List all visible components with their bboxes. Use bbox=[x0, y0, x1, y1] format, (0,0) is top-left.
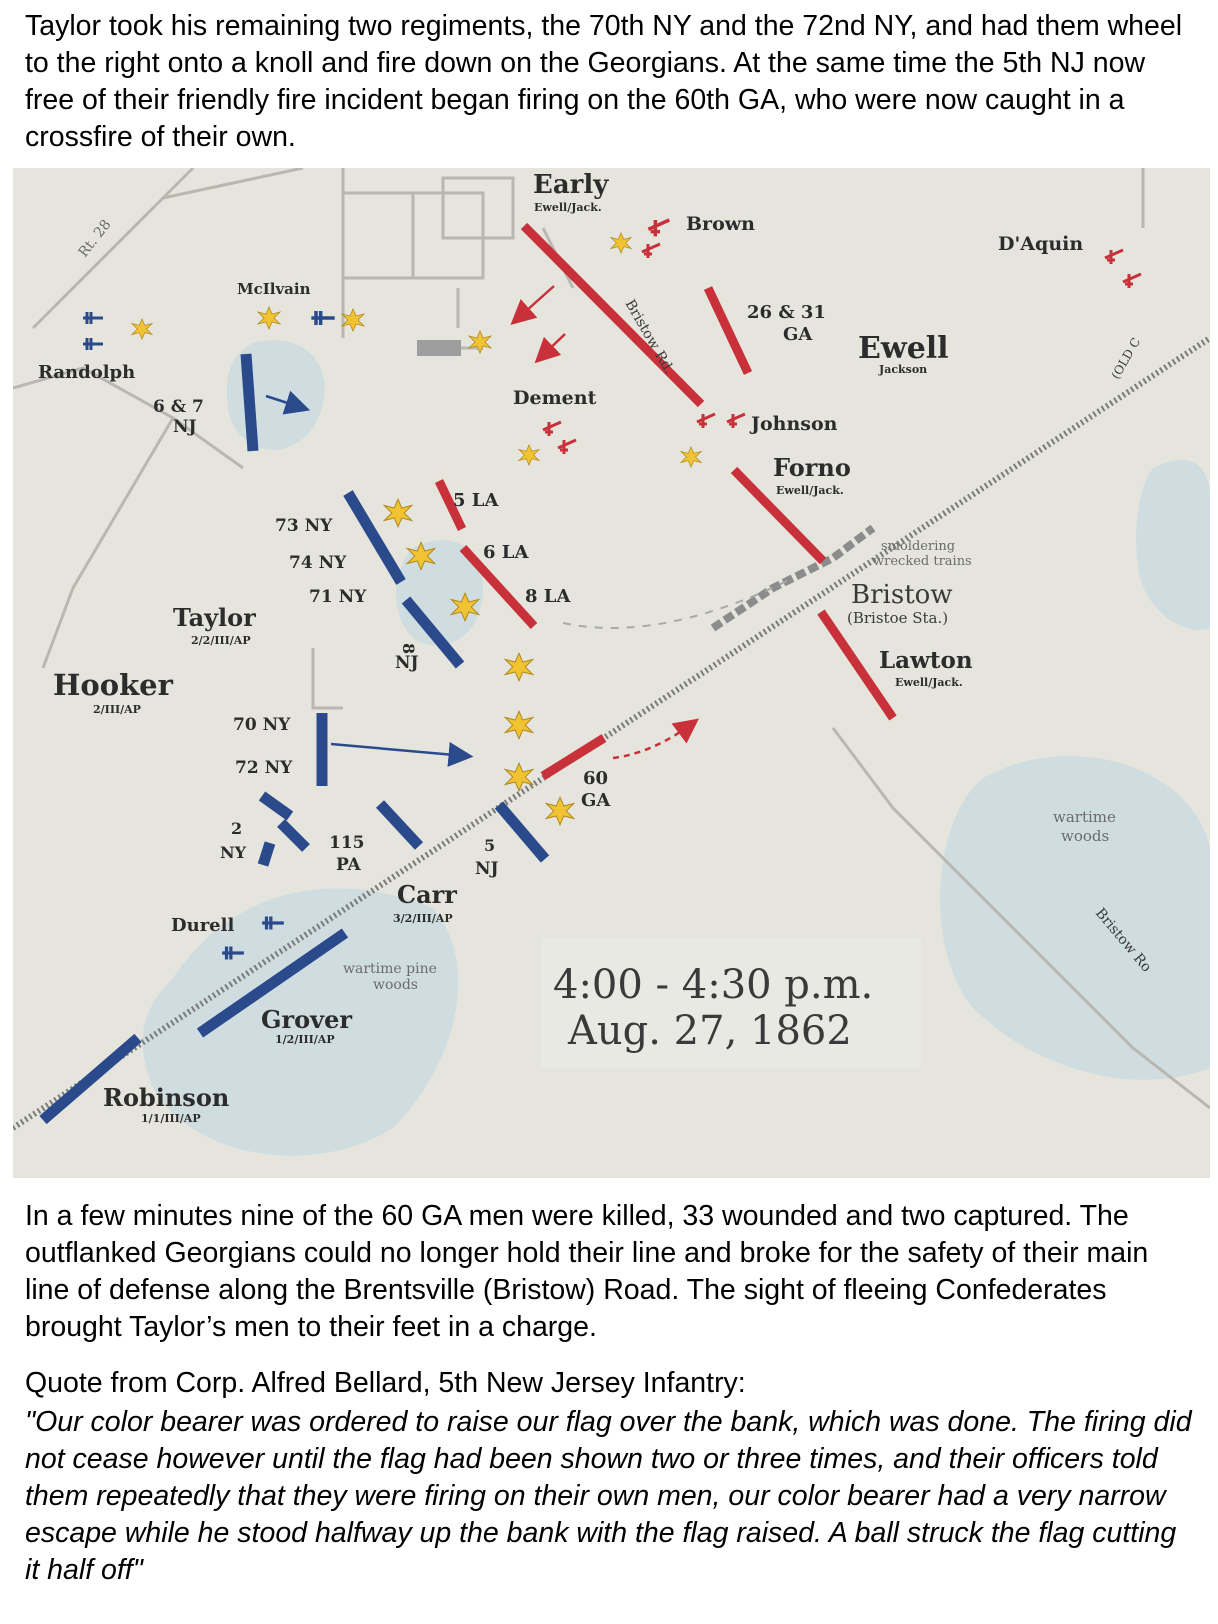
forno-sub-label: Ewell/Jack. bbox=[776, 484, 844, 497]
bristoe-sta-label: (Bristoe Sta.) bbox=[847, 609, 949, 627]
johnson-label: Johnson bbox=[751, 413, 838, 435]
date-label: Aug. 27, 1862 bbox=[568, 1008, 852, 1054]
woods-label: woods bbox=[1061, 827, 1110, 845]
quote-heading: Quote from Corp. Alfred Bellard, 5th New Jersey Infantry: bbox=[25, 1367, 746, 1399]
early-sub-label: Ewell/Jack. bbox=[534, 201, 602, 214]
quote-text: "Our color bearer was ordered to raise our flag over the bank, which was done. The firing did not cease however until the flag had been shown two or three times, and their officers told them repeatedly that they were firing on their own men, our color bearer had a very narrow escape while he stood halfway up the bank with the flag raised. A ball struck the flag cutting it half off" bbox=[25, 1406, 1192, 1586]
brown-label: Brown bbox=[686, 213, 755, 235]
dement-label: Dement bbox=[513, 387, 597, 409]
randolph-label: Randolph bbox=[38, 362, 136, 383]
early-label: Early bbox=[533, 170, 609, 200]
taylor-label: Taylor bbox=[173, 603, 256, 632]
hooker-sub-label: 2/III/AP bbox=[93, 703, 141, 716]
hooker-label: Hooker bbox=[53, 668, 173, 702]
nj5-nj-label: NJ bbox=[475, 859, 499, 879]
la6-label: 6 LA bbox=[483, 542, 529, 563]
daquin-label: D'Aquin bbox=[998, 233, 1084, 255]
nj67-label: 6 & 7 bbox=[153, 397, 204, 417]
robinson-label: Robinson bbox=[103, 1083, 230, 1112]
wartime-pine-woods-label: woods bbox=[373, 977, 418, 993]
ga60-ga-label: GA bbox=[581, 790, 611, 811]
grover-label: Grover bbox=[261, 1005, 353, 1034]
aftermath-paragraph: In a few minutes nine of the 60 GA men were killed, 33 wounded and two captured. The outflanked Georgians could no longer hold their line and broke for the safety of their main line of defense along the Brentsville (Bristow) Road. The sight of fleeing Confederates brought Taylor’s men to their feet in a charge. bbox=[25, 1200, 1149, 1343]
u26-31-ga-label: GA bbox=[783, 324, 813, 345]
ewell-label: Ewell bbox=[858, 331, 949, 366]
carr-sub-label: 3/2/III/AP bbox=[393, 912, 453, 925]
nj67-nj-label: NJ bbox=[173, 417, 197, 437]
rt28-label: Rt. 28 bbox=[75, 216, 115, 261]
taylor-sub-label: 2/2/III/AP bbox=[191, 634, 251, 647]
wartime-label: wartime bbox=[1053, 808, 1116, 826]
ny72-label: 72 NY bbox=[235, 758, 293, 778]
wrecked-trains-label: wrecked trains bbox=[873, 554, 972, 569]
farm-building bbox=[417, 340, 461, 356]
nj8-number-label: 8 bbox=[399, 643, 418, 655]
mcilvain-label: McIlvain bbox=[237, 280, 311, 298]
ga60-number-label: 60 bbox=[583, 768, 609, 789]
grover-sub-label: 1/2/III/AP bbox=[275, 1033, 335, 1046]
la5-label: 5 LA bbox=[453, 490, 499, 511]
robinson-sub-label: 1/1/III/AP bbox=[141, 1112, 201, 1125]
bristow-rd-label: Bristow Rd. bbox=[621, 297, 677, 377]
u26-31-label: 26 & 31 bbox=[747, 302, 826, 323]
lawton-sub-label: Ewell/Jack. bbox=[895, 676, 963, 689]
ny70-label: 70 NY bbox=[233, 715, 291, 735]
ny2-ny-label: NY bbox=[220, 843, 247, 862]
ny74-label: 74 NY bbox=[289, 553, 347, 573]
smoldering-label: smoldering bbox=[881, 539, 956, 554]
forno-label: Forno bbox=[773, 453, 851, 482]
wartime-pine-label: wartime pine bbox=[343, 961, 437, 977]
la8-label: 8 LA bbox=[525, 586, 571, 607]
old-c-label: (OLD C bbox=[1108, 335, 1144, 382]
bristow-label: Bristow bbox=[851, 580, 953, 610]
pa115-number-label: 115 bbox=[329, 833, 365, 853]
nj5-number-label: 5 bbox=[484, 836, 496, 855]
ewell-sub-label: Jackson bbox=[879, 363, 928, 376]
pa115-pa-label: PA bbox=[336, 855, 361, 875]
nj8-nj-label: NJ bbox=[395, 653, 419, 673]
ny2-number-label: 2 bbox=[231, 819, 243, 838]
time-label: 4:00 - 4:30 p.m. bbox=[553, 962, 874, 1008]
intro-paragraph: Taylor took his remaining two regiments, the 70th NY and the 72nd NY, and had them wheel to the right onto a knoll and fire down on the Georgians. At the same time the 5th NJ now free of their friendly fire incident began firing on the 60th GA, who were now caught in a crossfire of their own. bbox=[25, 10, 1183, 153]
bristow-ro-label: Bristow Ro bbox=[1091, 905, 1155, 976]
ny73-label: 73 NY bbox=[275, 516, 333, 536]
carr-label: Carr bbox=[397, 880, 457, 909]
ny71-label: 71 NY bbox=[309, 587, 367, 607]
durell-label: Durell bbox=[171, 915, 235, 936]
lawton-label: Lawton bbox=[879, 647, 973, 674]
battle-map bbox=[13, 168, 1210, 1178]
